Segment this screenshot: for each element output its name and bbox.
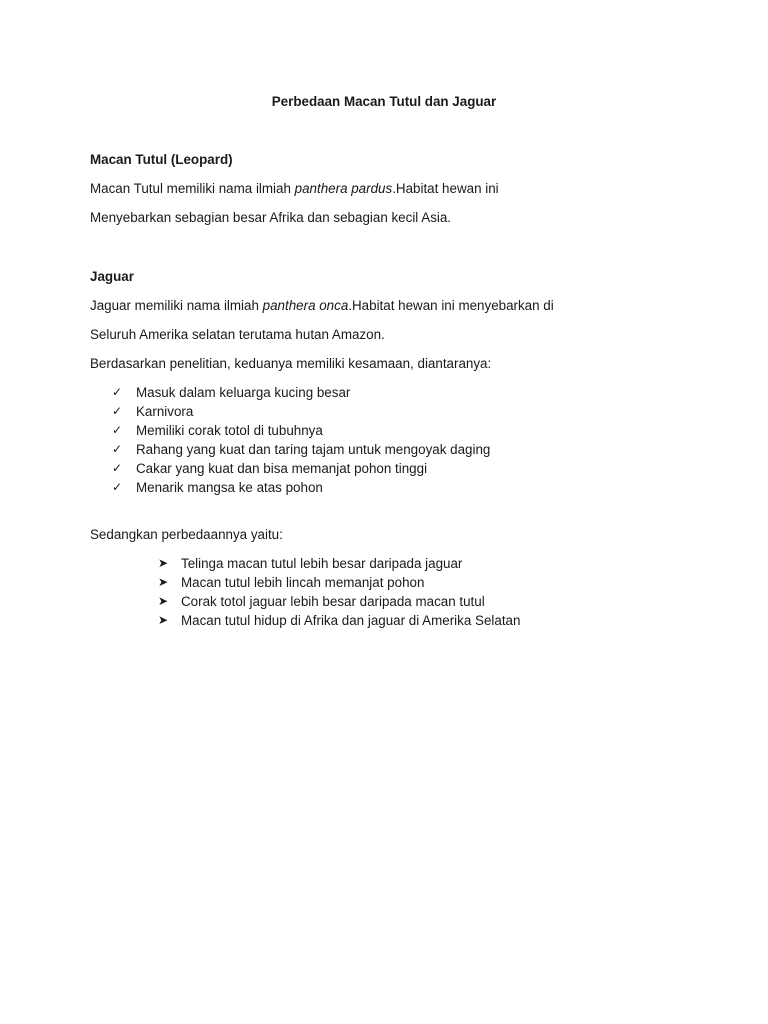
jaguar-paragraph-line-1 [90,297,554,315]
list-item [112,459,490,478]
leopard-scientific-name: panthera pardus [294,181,393,196]
arrowhead-icon: ➤ [158,594,169,608]
differences-list [158,554,520,630]
list-item [112,421,490,440]
list-item [158,611,520,630]
similarities-intro: Berdasarkan penelitian, keduanya memiliki kesamaan, diantaranya: [90,356,492,371]
list-item-text: Menarik mangsa ke atas pohon [136,480,323,495]
list-item-text: Cakar yang kuat dan bisa memanjat pohon tinggi [136,461,428,476]
leopard-paragraph-line-1 [90,180,499,198]
list-item [112,383,490,402]
leopard-text-pre: Macan Tutul memiliki nama ilmiah [90,181,295,196]
list-item-text: Karnivora [136,404,194,419]
checkmark-icon: ✓ [112,385,123,399]
list-item-text: Macan tutul hidup di Afrika dan jaguar di Amerika Selatan [181,613,521,628]
list-item-text: Telinga macan tutul lebih besar daripada jaguar [181,556,463,571]
list-item-text: Corak totol jaguar lebih besar daripada macan tutul [181,594,485,609]
jaguar-text-post: .Habitat hewan ini menyebarkan di [348,298,554,313]
arrowhead-icon: ➤ [158,613,169,627]
leopard-text-post: .Habitat hewan ini [392,181,499,196]
jaguar-text-pre: Jaguar memiliki nama ilmiah [90,298,263,313]
checkmark-icon: ✓ [112,423,123,437]
list-item-text: Masuk dalam keluarga kucing besar [136,385,351,400]
list-item [112,402,490,421]
leopard-heading: Macan Tutul (Leopard) [90,152,233,167]
checkmark-icon: ✓ [112,480,123,494]
list-item-text: Memiliki corak totol di tubuhnya [136,423,323,438]
leopard-paragraph-line-2: Menyebarkan sebagian besar Afrika dan sebagian kecil Asia. [90,210,452,225]
list-item [112,478,490,497]
list-item [158,554,520,573]
list-item-text: Macan tutul lebih lincah memanjat pohon [181,575,425,590]
similarities-list [112,383,490,497]
list-item [112,440,490,459]
jaguar-heading: Jaguar [90,269,134,284]
list-item [158,573,520,592]
list-item [158,592,520,611]
arrowhead-icon: ➤ [158,556,169,570]
checkmark-icon: ✓ [112,461,123,475]
jaguar-scientific-name: panthera onca [262,298,349,313]
differences-intro: Sedangkan perbedaannya yaitu: [90,527,283,542]
arrowhead-icon: ➤ [158,575,169,589]
jaguar-paragraph-line-2: Seluruh Amerika selatan terutama hutan Amazon. [90,327,385,342]
checkmark-icon: ✓ [112,442,123,456]
checkmark-icon: ✓ [112,404,123,418]
list-item-text: Rahang yang kuat dan taring tajam untuk mengoyak daging [136,442,491,457]
document-title: Perbedaan Macan Tutul dan Jaguar [271,94,497,109]
